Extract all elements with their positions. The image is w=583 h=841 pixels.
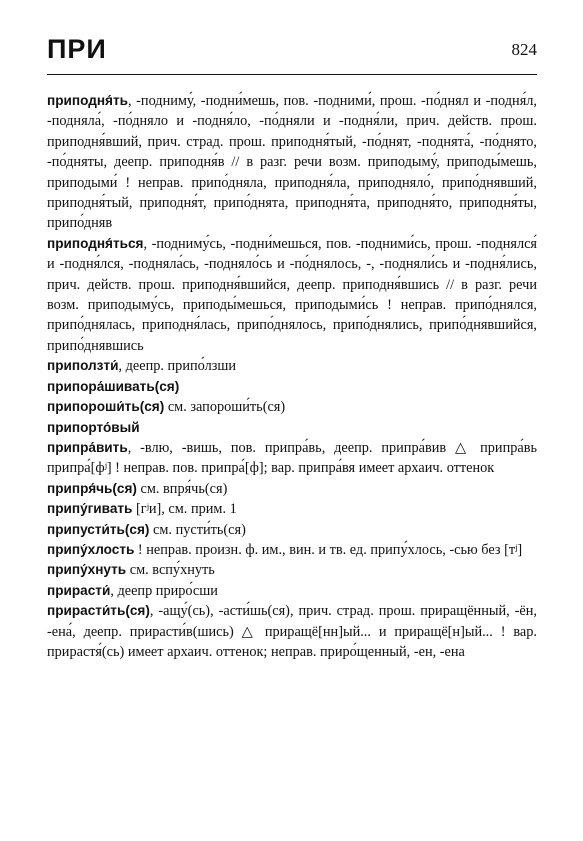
- entry-headword: припусти́ть(ся): [47, 521, 150, 537]
- entry-headword: припу́хлость: [47, 541, 135, 557]
- dictionary-column: [47, 91, 537, 662]
- entry-headword: прирасти́: [47, 582, 111, 598]
- page-number: 824: [511, 40, 537, 59]
- dictionary-entry: [47, 397, 537, 417]
- entry-headword: припороши́ть(ся): [47, 399, 165, 415]
- entry-headword: прирасти́ть(ся): [47, 603, 150, 619]
- entry-body: , деепр. припо́лзши: [118, 358, 237, 375]
- entry-body: , -влю, -вишь, пов. припра́вь, деепр. припра́вив △ припра́вь припра́[фʲ] ! неправ. пов. припра́[ф]; вар. припра́вя имеет архаич. оттенок: [47, 439, 537, 477]
- entry-body: , деепр приро́сши: [110, 582, 218, 599]
- entry-headword: припорто́вый: [47, 419, 140, 435]
- dictionary-entry: [47, 540, 537, 560]
- dictionary-entry: [47, 377, 537, 397]
- entry-headword: припу́хнуть: [47, 562, 127, 578]
- entry-headword: приподня́ть: [47, 93, 128, 108]
- entry-body: см. вспу́хнуть: [126, 562, 215, 579]
- entry-headword: приползти́: [47, 358, 119, 374]
- entry-headword: припря́чь(ся): [47, 480, 137, 496]
- entry-headword: припра́вить: [47, 439, 128, 455]
- entry-headword: приподня́ться: [47, 235, 144, 251]
- dictionary-entry: [47, 356, 537, 376]
- running-headword: ПРИ: [47, 34, 107, 64]
- dictionary-entry: [47, 91, 537, 234]
- entry-body: [гʲи], см. прим. 1: [132, 501, 237, 518]
- dictionary-entry: [47, 418, 537, 438]
- page-header: [47, 34, 537, 74]
- entry-body: , -подниму́сь, -подни́мешься, пов. -подними́сь, прош. -поднялся́ и -подня́лся, -подняла́сь, -подняло́сь и -по́днялось, -, -подняли́сь и -подня́лись, прич. действ. прош. приподня́вшийся, деепр. приподня́вшись // в разг. речи возм. приподыму́сь, приподы́мешься, приподыми́сь ! неправ. припо́днялся, припо́днялась, приподня́лась, припо́днялось, припо́днялись, припо́днявшийся, припо́днявшись: [47, 235, 537, 354]
- entry-body: см. впря́чь(ся): [136, 480, 228, 497]
- dictionary-entry: [47, 581, 537, 601]
- dictionary-entry: [47, 520, 537, 540]
- entry-body: , -подниму́, -подни́мешь, пов. -подними́, прош. -по́днял и -подня́л, -подняла́, -по́дняло и -подня́ло, -по́дняли и -подня́ли, прич. действ. прош. приподня́вший, прич. страд. прош. приподня́тый, -по́днят, -поднята́, -по́днято, -по́дняты, деепр. приподня́в // в разг. речи возм. приподыму́, приподы́мешь, приподыми́ ! неправ. припо́дняла, приподня́ла, приподняло́, припо́днявший, приподня́тый, приподня́т, припо́днята, приподня́та, приподня́то, приподня́ты, припо́дняв: [47, 93, 537, 232]
- entry-headword: припу́гивать: [47, 501, 133, 517]
- entry-body: , -ащу́(сь), -асти́шь(ся), прич. страд. прош. приращённый, -ён, -ена́, деепр. прирасти́в(шись) △ приращё[нн]ый... и приращё[н]ый... ! вар. прирастя́(сь) имеет архаич. оттенок; неправ. приро́щенный, -ен, -ена: [47, 603, 537, 660]
- dictionary-entry: [47, 601, 537, 662]
- dictionary-entry: [47, 560, 537, 580]
- entry-body: см. запороши́ть(ся): [164, 399, 286, 416]
- entry-headword: припора́шивать(ся): [47, 378, 180, 394]
- dictionary-entry: [47, 499, 537, 519]
- entry-body: ! неправ. произн. ф. им., вин. и тв. ед. припу́хлось, -сью без [тʲ]: [134, 541, 523, 558]
- dictionary-entry: [47, 479, 537, 499]
- dictionary-entry: [47, 234, 537, 356]
- entry-body: см. пусти́ть(ся): [149, 521, 246, 538]
- dictionary-entry: [47, 438, 537, 479]
- header-rule: [47, 74, 537, 75]
